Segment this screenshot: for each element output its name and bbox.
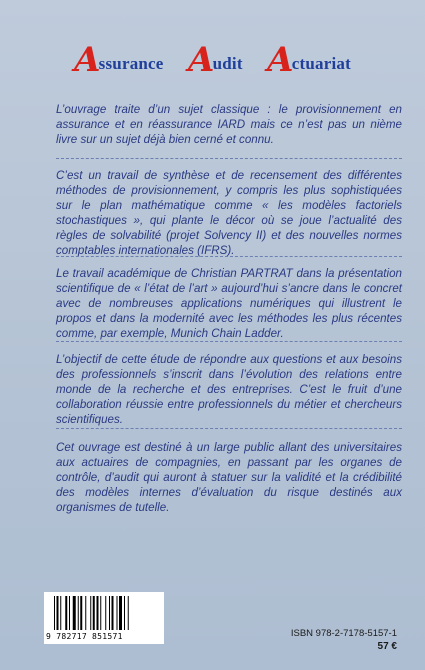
series-title [0, 40, 425, 80]
paragraph-audience: Cet ouvrage est destiné à un large public allant des universitaires aux actuaires de compagnies, en passant par les organes de contrôle, d’audit qui auront à statuer sur la validité et la crédibilité des modèles internes d’évaluation du risque destinés aux organismes de tutelle. [56, 441, 402, 514]
divider [56, 256, 402, 257]
series-word-assurance: Assurance [74, 40, 164, 80]
barcode-bar [85, 596, 86, 630]
barcode-bars [54, 596, 154, 630]
barcode [44, 592, 164, 644]
isbn: ISBN 978-2-7178-5157-1 [290, 628, 397, 639]
barcode-bar [65, 596, 67, 630]
barcode-bar [78, 596, 79, 630]
barcode-digits: 9 782717 851571 [46, 632, 123, 641]
barcode-bar [119, 596, 122, 630]
barcode-bar [100, 596, 101, 630]
paragraph-intro: L’ouvrage traite d’un sujet classique : le provisionnement en assurance et en réassurance IARD mais ce n’est pas un nième livre sur un sujet déjà bien cerné et connu. [56, 103, 402, 146]
divider [56, 158, 402, 159]
divider [56, 341, 402, 342]
barcode-bar [69, 596, 70, 630]
paragraph-objective: L’objectif de cette étude de répondre aux questions et aux besoins des professionnels s’inscrit dans l’évolution des relations entre monde de la recherche et des entreprises. C’est le fruit d’une collaboration réussie entre professionnels du métier et chercheurs scientifiques. [56, 353, 402, 426]
divider [56, 428, 402, 429]
barcode-bar [73, 596, 76, 630]
barcode-bar [60, 596, 61, 630]
barcode-bar [117, 596, 118, 630]
series-word-audit: Audit [188, 40, 243, 80]
barcode-bar [128, 596, 129, 630]
barcode-bar [124, 596, 125, 630]
barcode-bar [80, 596, 82, 630]
paragraph-academic-work: Le travail académique de Christian PARTRAT dans la présentation scientifique de « l’état de l’art » aujourd’hui s’ancre dans le concret avec de nombreuses applications numériques qui illustrent le propos et dans la modernité avec les méthodes les plus récentes comme, par exemple, Munich Chain Ladder. [56, 267, 402, 340]
barcode-bar [97, 596, 99, 630]
barcode-bar [90, 596, 91, 630]
price: 57 € [377, 641, 397, 652]
series-word-actuariat: Actuariat [267, 40, 351, 80]
barcode-bar [57, 596, 59, 630]
barcode-bar [112, 596, 114, 630]
barcode-bar [105, 596, 106, 630]
barcode-bar [54, 596, 55, 630]
barcode-bar [93, 596, 95, 630]
paragraph-synthesis: C’est un travail de synthèse et de recensement des différentes méthodes de provisionnement, y compris les plus sophistiquées sur le plan mathématique comme « les modèles factoriels stochastiques », qui plante le décor où se joue l’actualité des règles de solvabilité (projet Solvency II) et des nouvelles normes comptables internationales (IFRS). [56, 169, 402, 257]
barcode-bar [109, 596, 110, 630]
